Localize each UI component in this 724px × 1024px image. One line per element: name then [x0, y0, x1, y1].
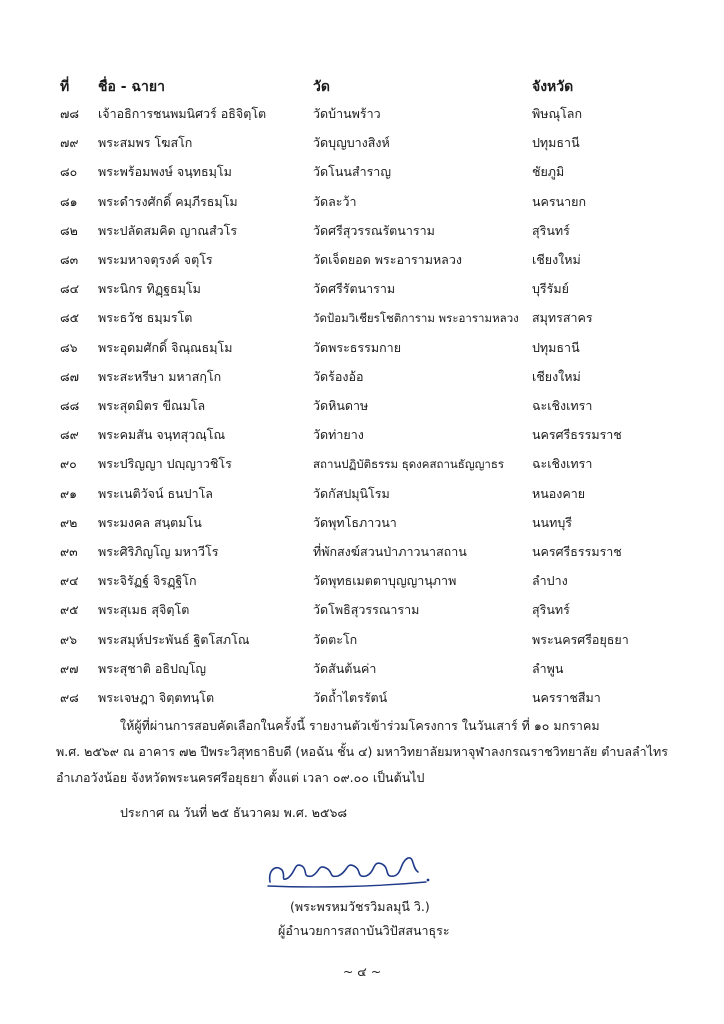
table-row: [0, 539, 724, 565]
row-province: เชียงใหม่: [532, 368, 581, 384]
row-name: พระเจษฎา จิตฺตทนฺโต: [98, 690, 215, 705]
row-province: นครราชสีมา: [532, 690, 601, 705]
table-row: [0, 627, 724, 653]
row-no: ๘๖: [60, 339, 78, 355]
row-temple: วัดโพธิสุวรรณาราม: [313, 602, 420, 618]
row-name: พระอุดมศักดิ์ จิณฺณธมฺโม: [98, 339, 233, 355]
table-row: [0, 510, 724, 536]
row-temple: วัดถ้ำไตรรัตน์: [313, 690, 388, 705]
signature-icon: [262, 848, 442, 894]
table-row: [0, 597, 724, 623]
table-row: [0, 130, 724, 156]
row-temple: วัดศรีสุวรรณรัตนาราม: [313, 222, 435, 238]
table-row: [0, 451, 724, 477]
row-no: ๘๘: [60, 398, 80, 413]
row-no: ๙๓: [60, 544, 78, 559]
row-no: ๘๔: [60, 281, 80, 297]
row-no: ๘๒: [60, 222, 78, 238]
table-row: [0, 364, 724, 390]
row-name: พระดำรงศักดิ์ คมฺภีรธมฺโม: [98, 193, 238, 209]
row-temple: วัดท่ายาง: [313, 427, 364, 443]
row-no: ๙๔: [60, 573, 79, 589]
row-name: พระพร้อมพงษ์ จนฺทธมฺโม: [98, 164, 232, 180]
row-temple: วัดหินดาษ: [313, 398, 369, 413]
table-header: [0, 74, 724, 100]
row-name: พระคมสัน จนฺทสุวณฺโณ: [98, 427, 226, 443]
table-row: [0, 159, 724, 185]
row-province: ชัยภูมิ: [532, 164, 565, 180]
row-name: พระสุชาติ อธิปญฺโญ: [98, 660, 206, 676]
signer-name: (พระพรหมวัชรวิมลมุนี วิ.): [290, 899, 430, 914]
row-province: ฉะเชิงเทรา: [532, 398, 593, 413]
row-temple: วัดพุทโธภาวนา: [313, 514, 397, 530]
row-no: ๗๙: [60, 135, 79, 151]
row-province: นนทบุรี: [532, 514, 572, 530]
row-province: เชียงใหม่: [532, 252, 581, 267]
row-temple: วัดศรีรัตนาราม: [313, 281, 396, 297]
instruction-line-3: อำเภอวังน้อย จังหวัดพระนครศรีอยุธยา ตั้งแต่ เวลา ๐๙.๐๐ เป็นต้นไป: [56, 770, 425, 785]
instruction-line-1: ให้ผู้ที่ผ่านการสอบคัดเลือกในครั้งนี้ รายงานตัวเข้าร่วมโครงการ ในวันเสาร์ ที่ ๑๐ มกราคม: [120, 718, 600, 733]
row-province: สุรินทร์: [532, 602, 570, 618]
row-no: ๘๓: [60, 252, 79, 267]
row-name: เจ้าอธิการชนพมนิศวร์ อธิจิตฺโต: [98, 106, 267, 121]
row-name: พระสุดมิตร ขีณมโล: [98, 398, 206, 413]
row-temple: วัดพระธรรมกาย: [313, 339, 402, 355]
table-row: [0, 276, 724, 302]
row-no: ๙๑: [60, 485, 78, 501]
row-temple: วัดเจ็ดยอด พระอารามหลวง: [313, 252, 462, 267]
row-temple: ที่พักสงฆ์สวนป่าภาวนาสถาน: [313, 544, 467, 559]
table-row: [0, 685, 724, 711]
table-row: [0, 393, 724, 419]
row-province: ปทุมธานี: [532, 135, 580, 151]
row-name: พระศิริภิญโญ มหาวีโร: [98, 544, 219, 559]
row-province: พระนครศรีอยุธยา: [532, 631, 629, 647]
table-row: [0, 218, 724, 244]
table-row: [0, 422, 724, 448]
row-name: พระจิรัฏฐ์ จิรฏฺฐิโก: [98, 573, 197, 589]
announcement-date: ประกาศ ณ วันที่ ๒๕ ธันวาคม พ.ศ. ๒๕๖๘: [120, 805, 348, 820]
row-province: สุรินทร์: [532, 222, 570, 238]
row-temple: วัดกัสปมุนิโรม: [313, 485, 390, 501]
row-name: พระสมุห์ประพันธ์ ฐิตโสภโณ: [98, 631, 250, 647]
row-province: ลำพูน: [532, 660, 564, 676]
row-no: ๙๕: [60, 602, 79, 618]
instruction-line-2: พ.ศ. ๒๕๖๙ ณ อาคาร ๗๒ ปีพระวิสุทธาธิบดี (หอฉัน ชั้น ๔) มหาวิทยาลัยมหาจุฬาลงกรณราชวิทยาลัย ตำบลลำไทร: [56, 744, 668, 759]
row-no: ๘๙: [60, 427, 79, 443]
header-name: ชื่อ - ฉายา: [98, 79, 165, 95]
table-row: [0, 189, 724, 215]
row-temple: วัดบ้านพร้าว: [313, 106, 381, 121]
row-no: ๙๗: [60, 660, 79, 676]
row-no: ๙๘: [60, 690, 79, 705]
row-temple: วัดบุญบางสิงห์: [313, 135, 390, 151]
row-temple: วัดโนนสำราญ: [313, 164, 391, 180]
row-name: พระธวัช ธมฺมรโต: [98, 310, 193, 326]
row-no: ๗๘: [60, 106, 80, 121]
report-instruction: [56, 713, 688, 791]
row-temple: วัดป้อมวิเชียรโชติการาม พระอารามหลวง: [313, 311, 519, 326]
row-name: พระนิกร ทิฏฺฐธมฺโม: [98, 281, 201, 297]
handwritten-signature: [262, 848, 442, 894]
row-name: พระสมพร โฆสโก: [98, 135, 193, 151]
row-temple: วัดละว้า: [313, 193, 357, 209]
row-name: พระสะหรีษา มหาสกฺโก: [98, 368, 222, 384]
row-temple: วัดพุทธเมตตาบุญญานุภาพ: [313, 573, 457, 589]
table-row: [0, 656, 724, 682]
row-no: ๘๐: [60, 164, 78, 180]
signer-position: ผู้อำนวยการสถาบันวิปัสสนาธุระ: [278, 923, 450, 938]
row-province: พิษณุโลก: [532, 106, 583, 121]
row-name: พระมหาจตุรงค์ จตุโร: [98, 252, 213, 267]
row-name: พระเนติวัจน์ ธนปาโล: [98, 485, 213, 501]
table-row: [0, 481, 724, 507]
row-province: นครศรีธรรมราช: [532, 544, 622, 559]
table-row: [0, 101, 724, 127]
row-name: พระปลัดสมคิด ญาณสํวโร: [98, 222, 238, 238]
row-no: ๙๐: [60, 456, 77, 472]
table-row: [0, 305, 724, 331]
table-row: [0, 568, 724, 594]
row-temple: วัดร้องอ้อ: [313, 368, 364, 384]
row-name: พระสุเมธ สุจิตฺโต: [98, 602, 190, 618]
header-temple: วัด: [313, 79, 330, 95]
row-no: ๙๖: [60, 631, 78, 647]
row-temple: สถานปฏิบัติธรรม ธุดงคสถานธัญญาธร: [313, 457, 505, 472]
row-province: ลำปาง: [532, 573, 568, 589]
row-province: สมุทรสาคร: [532, 310, 593, 326]
header-no: ที่: [60, 79, 70, 95]
row-name: พระมงคล สนฺตมโน: [98, 514, 202, 530]
row-province: บุรีรัมย์: [532, 281, 569, 297]
row-province: นครนายก: [532, 193, 587, 209]
table-row: [0, 335, 724, 361]
row-name: พระปริญญา ปญฺญาวชิโร: [98, 456, 232, 472]
row-no: ๙๒: [60, 514, 78, 530]
row-temple: วัดตะโก: [313, 631, 358, 647]
row-province: ฉะเชิงเทรา: [532, 456, 593, 472]
row-province: นครศรีธรรมราช: [532, 427, 622, 443]
table-row: [0, 247, 724, 273]
page-number: ~ ๔ ~: [342, 964, 382, 979]
row-province: ปทุมธานี: [532, 339, 580, 355]
row-no: ๘๕: [60, 310, 80, 326]
row-no: ๘๑: [60, 193, 78, 209]
row-no: ๘๗: [60, 368, 80, 384]
header-province: จังหวัด: [532, 79, 574, 95]
row-temple: วัดสันต้นค่า: [313, 660, 377, 676]
row-province: หนองคาย: [532, 485, 586, 501]
